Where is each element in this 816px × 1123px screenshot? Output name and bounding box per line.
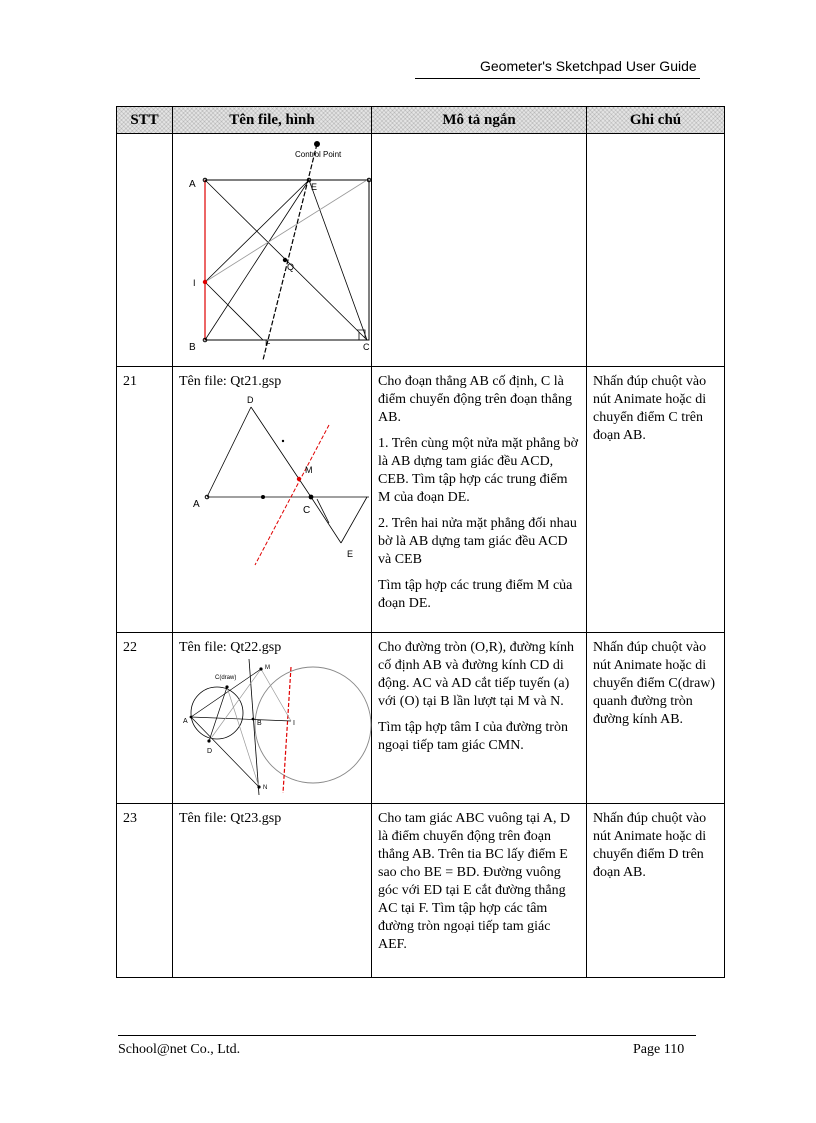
table-row [117,633,725,804]
description-paragraph: Tìm tập hợp tâm I của đường tròn ngoại tiếp tam giác CMN. [378,720,568,753]
footer-page-number: Page 110 [633,1042,685,1057]
description-paragraph: 2. Trên hai nửa mặt phẳng đối nhau bờ là AB dựng tam giác đều ACD và CEB [378,516,577,567]
file-cell [173,633,372,804]
column-header-stt: STT [117,107,173,134]
label-i: I [293,720,295,727]
row-number [117,134,173,367]
label-q: Q [287,262,295,272]
description-cell [372,804,587,978]
label-b: B [189,342,196,353]
footer-divider [118,1035,696,1036]
file-cell [173,804,372,978]
description-cell [372,633,587,804]
description-cell [372,134,587,367]
table-header-row [117,107,725,134]
file-name: Tên file: Qt23.gsp [179,811,282,826]
column-header-file: Tên file, hình [173,107,372,134]
description-paragraph: Cho tam giác ABC vuông tại A, D là điểm chuyển động trên đoạn thẳng AB. Trên tia BC lấy điểm E sao cho BE = BD. Đường vuông góc với ED tại E cắt đường thẳng AC tại F. Tìm tập hợp các tâm đường tròn ngoại tiếp tam giác AEF. [378,811,571,952]
row-number: 21 [117,367,173,633]
table-row [117,367,725,633]
label-n: N [263,785,268,791]
row-number: 23 [117,804,173,978]
note-cell: Nhấn đúp chuột vào nút Animate hoặc di chuyển điểm C trên đoạn AB. [587,367,725,633]
label-a: A [189,179,196,190]
label-a: A [193,499,200,510]
description-cell [372,367,587,633]
column-header-note: Ghi chú [587,107,725,134]
header-divider [415,78,700,79]
page-header-title: Geometer's Sketchpad User Guide [480,58,697,74]
footer-company: School@net Co., Ltd. [118,1042,241,1057]
note-cell: Nhấn đúp chuột vào nút Animate hoặc di chuyển điểm D trên đoạn AB. [587,804,725,978]
content-table [116,106,725,978]
file-cell [173,367,372,633]
label-d: D [207,748,213,755]
figure-qt21 [179,393,369,565]
description-paragraph: 1. Trên cùng một nửa mặt phẳng bờ là AB dựng tam giác đều ACD, CEB. Tìm tập hợp các trung điểm M của đoạn DE. [378,436,579,505]
file-name: Tên file: Qt22.gsp [179,640,282,655]
figure-qt22 [179,659,369,797]
description-paragraph: Cho đoạn thẳng AB cố định, C là điểm chuyển động trên đoạn thẳng AB. [378,374,573,425]
label-i: I [193,278,196,288]
note-cell: Nhấn đúp chuột vào nút Animate hoặc di chuyển điểm C(draw) quanh đường tròn đường kính AB. [587,633,725,804]
label-m: M [265,665,270,671]
description-paragraph: Tìm tập hợp các trung điểm M của đoạn DE. [378,578,573,611]
label-c: C [303,505,311,516]
label-e: E [347,549,354,559]
label-m: M [305,465,313,475]
label-control-point: Control Point [295,150,342,159]
figure-square-locus [177,140,370,362]
label-b: B [257,720,262,727]
row-number: 22 [117,633,173,804]
table-row [117,804,725,978]
label-e: E [311,182,318,192]
label-c-draw: C(draw) [215,675,237,681]
note-cell [587,134,725,367]
file-name: Tên file: Qt21.gsp [179,374,282,389]
description-paragraph: Cho đường tròn (O,R), đường kính cố định AB và đường kính CD di động. AC và AD cắt tiếp tuyến (a) với (O) tại B lần lượt tại M và N. [378,640,575,709]
label-c: C [363,342,370,352]
column-header-description: Mô tả ngắn [372,107,587,134]
file-cell [173,134,372,367]
label-f: F [265,338,271,348]
table-row [117,134,725,367]
label-a: A [183,718,188,725]
label-d: D [247,395,254,405]
